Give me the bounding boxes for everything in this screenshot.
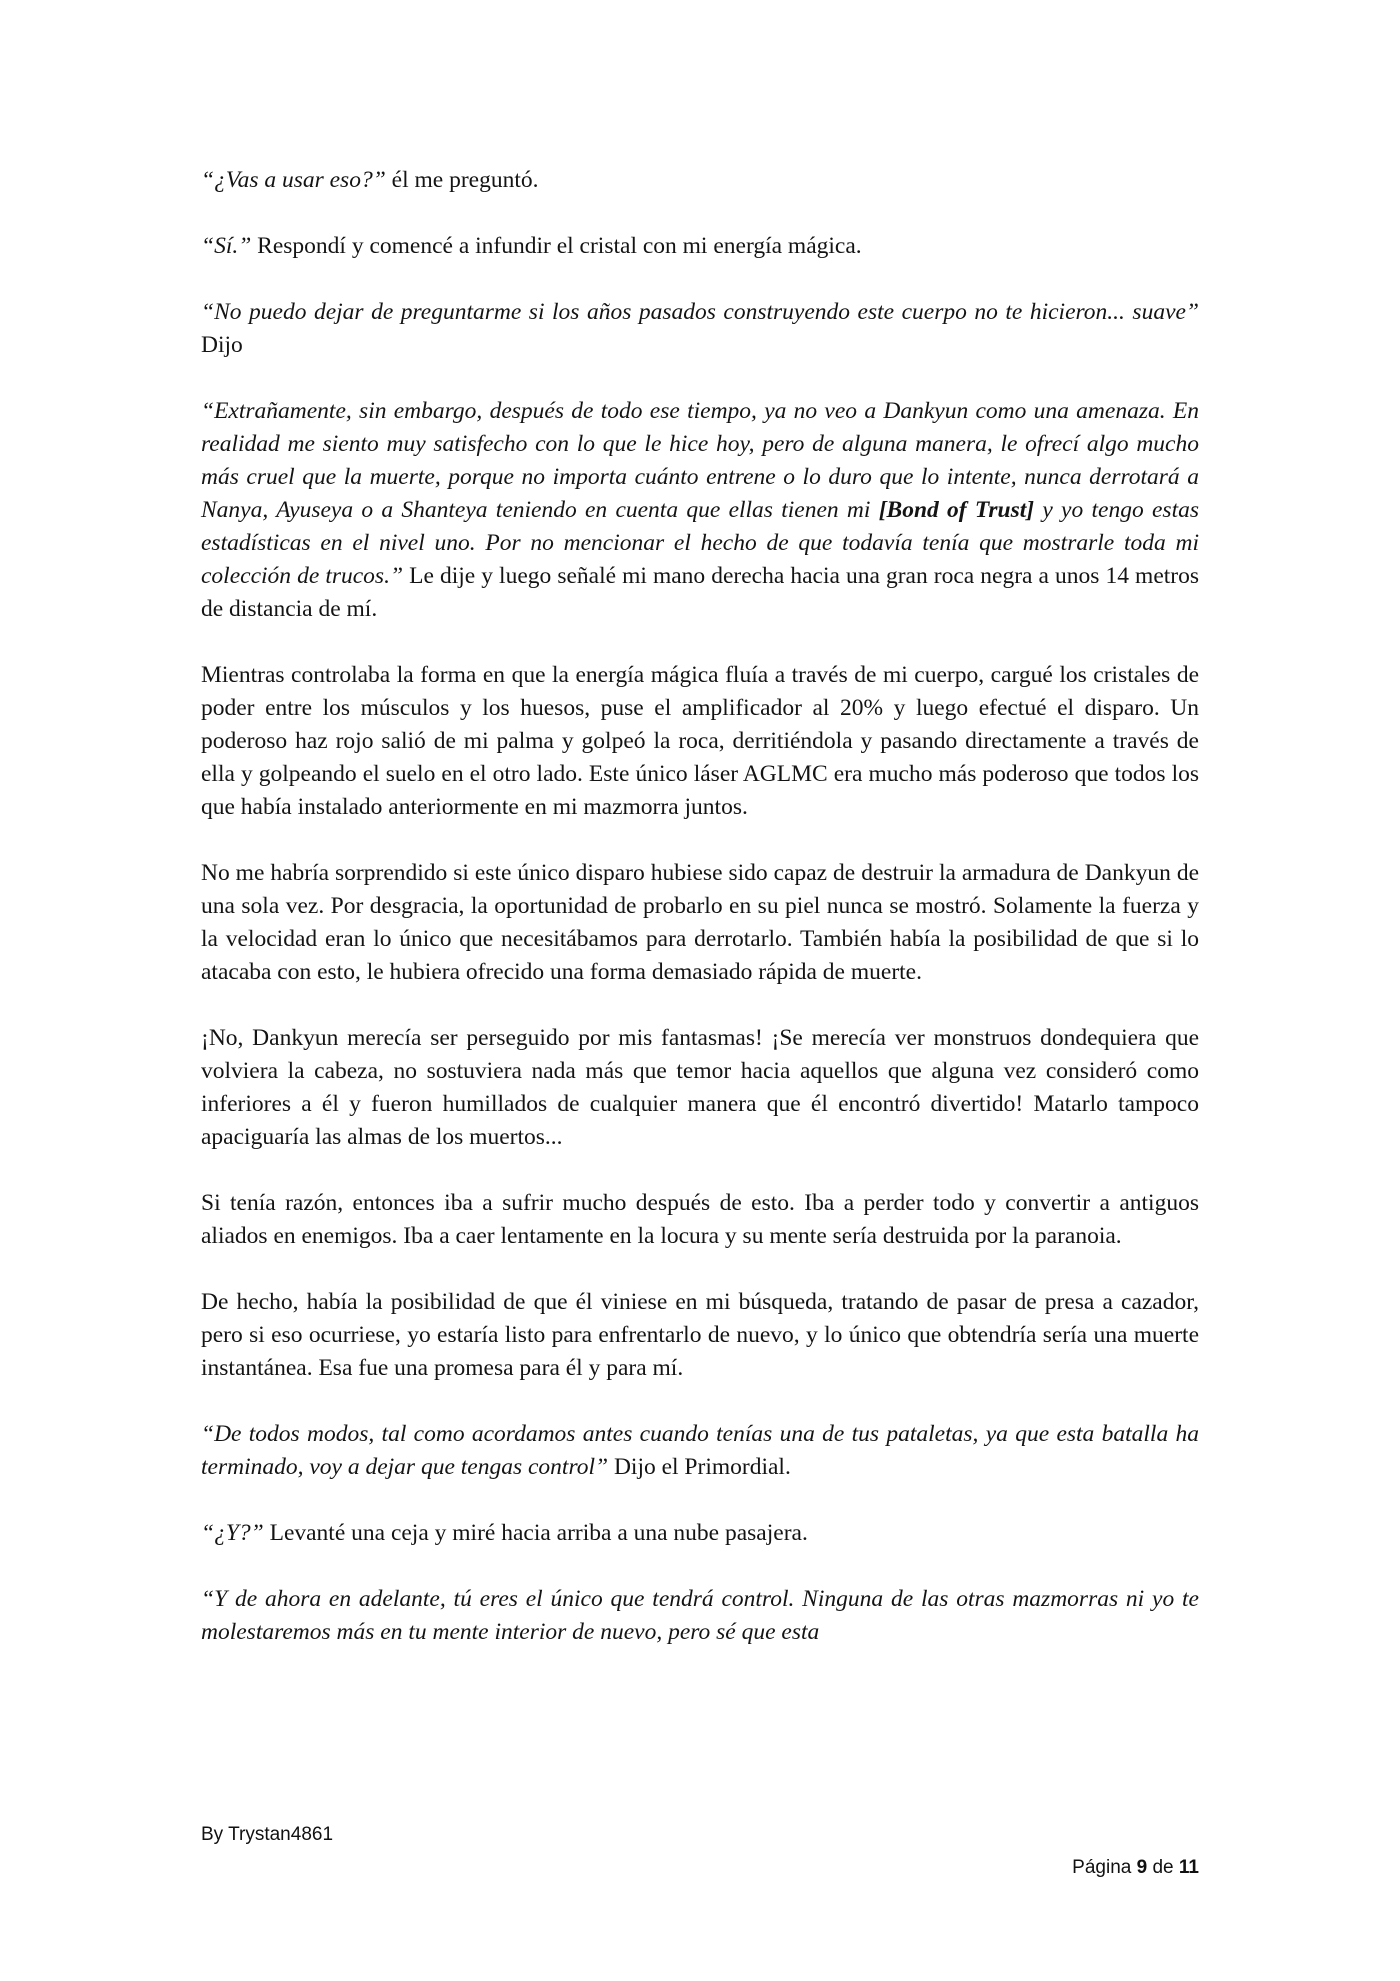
paragraph-11	[201, 1517, 1199, 1550]
skill-name: [Bond of Trust]	[878, 497, 1035, 523]
paragraph-7	[201, 1022, 1199, 1154]
dialogue: “¿Vas a usar eso?”	[201, 167, 386, 193]
narration: Mientras controlaba la forma en que la energía mágica fluía a través de mi cuerpo, cargué los cristales de poder entre los músculos y los huesos, puse el amplificador al 20% y luego efectué el disparo. Un poderoso haz rojo salió de mi palma y golpeó la roca, derritiéndola y pasando directamente a través de ella y golpeando el suelo en el otro lado. Este único láser AGLMC era mucho más poderoso que todos los que había instalado anteriormente en mi mazmorra juntos.	[201, 662, 1199, 820]
narration: él me preguntó.	[385, 167, 539, 193]
dialogue-continued: y yo tengo estas estadísticas en el nivel uno. Por no mencionar el hecho de que todavía tenía que mostrarle toda mi colección de trucos.”	[201, 497, 1199, 589]
dialogue: “Extrañamente, sin embargo, después de todo ese tiempo, ya no veo a Dankyun como una amenaza. En realidad me siento muy satisfecho con lo que le hice hoy, pero de alguna manera, le ofrecí algo mucho más cruel que la muerte, porque no importa cuánto entrene o lo duro que lo intente, nunca derrotará a Nanya, Ayuseya o a Shanteya teniendo en cuenta que ellas tienen mi	[201, 398, 1199, 523]
paragraph-9	[201, 1286, 1199, 1385]
paragraph-4	[201, 395, 1199, 626]
narration: Si tenía razón, entonces iba a sufrir mucho después de esto. Iba a perder todo y convertir a antiguos aliados en enemigos. Iba a caer lentamente en la locura y su mente sería destruida por la paranoia.	[201, 1190, 1199, 1249]
narration: De hecho, había la posibilidad de que él viniese en mi búsqueda, tratando de pasar de presa a cazador, pero si eso ocurriese, yo estaría listo para enfrentarlo de nuevo, y lo único que obtendría sería una muerte instantánea. Esa fue una promesa para él y para mí.	[201, 1289, 1199, 1381]
narration: Dijo	[201, 332, 243, 358]
narration: ¡No, Dankyun merecía ser perseguido por mis fantasmas! ¡Se merecía ver monstruos dondequiera que volviera la cabeza, no sostuviera nada más que temor hacia aquellos que alguna vez consideró como inferiores a él y fueron humillados de cualquier manera que él encontró divertido! Matarlo tampoco apaciguaría las almas de los muertos...	[201, 1025, 1199, 1150]
paragraph-1	[201, 164, 1199, 197]
page-total: 11	[1178, 1857, 1199, 1878]
narration: Respondí y comencé a infundir el cristal con mi energía mágica.	[251, 233, 862, 259]
page-current: 9	[1136, 1857, 1148, 1878]
footer-author: By Trystan4861	[201, 1824, 334, 1845]
dialogue: “¿Y?”	[201, 1520, 264, 1546]
paragraph-12	[201, 1583, 1199, 1649]
narration: No me habría sorprendido si este único disparo hubiese sido capaz de destruir la armadura de Dankyun de una sola vez. Por desgracia, la oportunidad de probarlo en su piel nunca se mostró. Solamente la fuerza y la velocidad eran lo único que necesitábamos para derrotarlo. También había la posibilidad de que si lo atacaba con esto, le hubiera ofrecido una forma demasiado rápida de muerte.	[201, 860, 1199, 985]
narration: Le dije y luego señalé mi mano derecha hacia una gran roca negra a unos 14 metros de distancia de mí.	[201, 563, 1199, 622]
page-of: de	[1152, 1857, 1174, 1878]
paragraph-10	[201, 1418, 1199, 1484]
paragraph-8	[201, 1187, 1199, 1253]
page-number	[1072, 1857, 1199, 1879]
narration: Levanté una ceja y miré hacia arriba a una nube pasajera.	[263, 1520, 808, 1546]
page-word: Página	[1072, 1857, 1132, 1878]
dialogue: “No puedo dejar de preguntarme si los años pasados construyendo este cuerpo no te hicieron... suave”	[201, 299, 1199, 325]
dialogue: “De todos modos, tal como acordamos antes cuando tenías una de tus pataletas, ya que esta batalla ha terminado, voy a dejar que tengas control”	[201, 1421, 1199, 1480]
paragraph-5	[201, 659, 1199, 824]
body-text	[201, 164, 1199, 1682]
dialogue: “Sí.”	[201, 233, 252, 259]
paragraph-6	[201, 857, 1199, 989]
paragraph-3	[201, 296, 1199, 362]
dialogue: “Y de ahora en adelante, tú eres el único que tendrá control. Ninguna de las otras mazmorras ni yo te molestaremos más en tu mente interior de nuevo, pero sé que esta	[201, 1586, 1199, 1645]
narration: Dijo el Primordial.	[608, 1454, 791, 1480]
paragraph-2	[201, 230, 1199, 263]
